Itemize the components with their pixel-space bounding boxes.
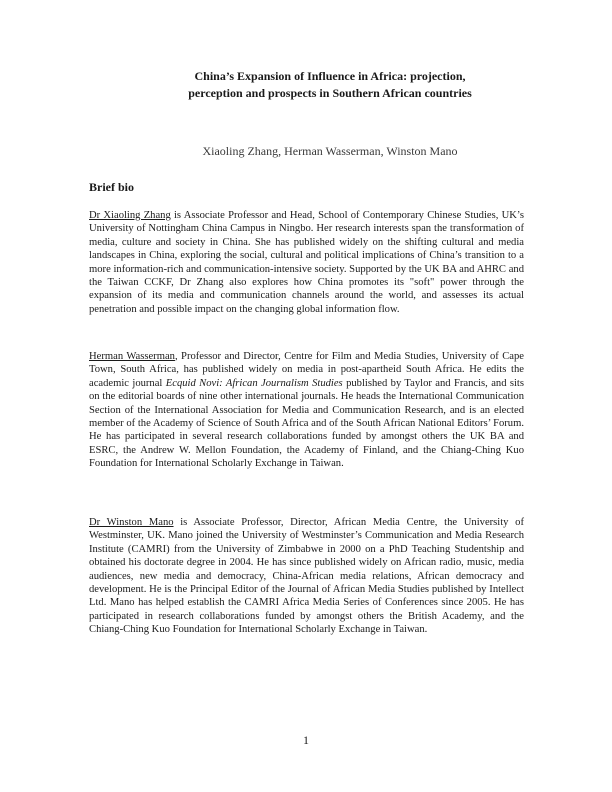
journal-title: Ecquid Novi: African Journalism Studies: [165, 377, 343, 389]
bio-text-zhang: is Associate Professor and Head, School of Contemporary Chinese Studies, UK’s University of Nottingham China Campus in Ningbo. Her research interests span the transformation of media, culture and society in China. She has published widely on the shifting cultural and media landscapes in China, exploring the social, cultural and political implications of China’s transition to a more information-rich and communication-intensive society. Supported by the UK BA and AHRC and the Taiwan CCKF, Dr Zhang also explores how China promotes its "soft" power through the expansion of its media and communication channels around the world, and assesses its actual penetration and possible impact on the changing global information flow.: [89, 210, 524, 315]
bio-paragraph-wasserman: [89, 350, 524, 471]
title-line-1: China’s Expansion of Influence in Africa: projection,: [194, 69, 466, 83]
title-line-2: perception and prospects in Southern African countries: [188, 86, 472, 100]
bio-paragraph-zhang: [89, 209, 524, 316]
author-name-zhang: Dr Xiaoling Zhang: [89, 210, 171, 221]
page-number: 1: [303, 733, 309, 747]
author-name-mano: Dr Winston Mano: [89, 517, 174, 528]
bio-text-wasserman-before: , Professor and Director, Centre for Film and Media Studies, University of Cape Town, South Africa, has published widely on media in post-apartheid South Africa. He edits the academic journal: [89, 351, 524, 389]
section-heading: Brief bio: [89, 180, 134, 194]
document-title: [150, 68, 510, 102]
author-name-wasserman: Herman Wasserman: [89, 351, 175, 362]
bio-paragraph-mano: [89, 516, 524, 637]
author-list: Xiaoling Zhang, Herman Wasserman, Winston Mano: [202, 144, 458, 158]
bio-text-wasserman-after: published by Taylor and Francis, and sits on the editorial boards of nine other international journals. He heads the International Communication Section of the International Association for Media and Communication Research, and is an elected member of the Academy of Science of South Africa and of the South African National Editors’ Forum. He has participated in several research collaborations funded by amongst others the UK BA and ESRC, the Andrew W. Mellon Foundation, the Academy of Finland, and the Chiang-Ching Kuo Foundation for International Scholarly Exchange in Taiwan.: [89, 377, 524, 470]
bio-text-mano: is Associate Professor, Director, African Media Centre, the University of Westminster, UK. Mano joined the University of Westminster’s Communication and Media Research Institute (CAMRI) from the University of Zimbabwe in 2000 on a PhD Teaching Studentship and obtained his doctorate degree in 2004. He has since published widely on African radio, music, media audiences, new media and democracy, China-African media relations, African democracy and development. He is the Principal Editor of the Journal of African Media Studies published by Intellect Ltd. Mano has helped establish the CAMRI Africa Media Series of Conferences since 2005. He has participated in research collaborations funded by amongst others the British Academy, and the Chiang-Ching Kuo Foundation for International Scholarly Exchange in Taiwan.: [89, 517, 524, 636]
